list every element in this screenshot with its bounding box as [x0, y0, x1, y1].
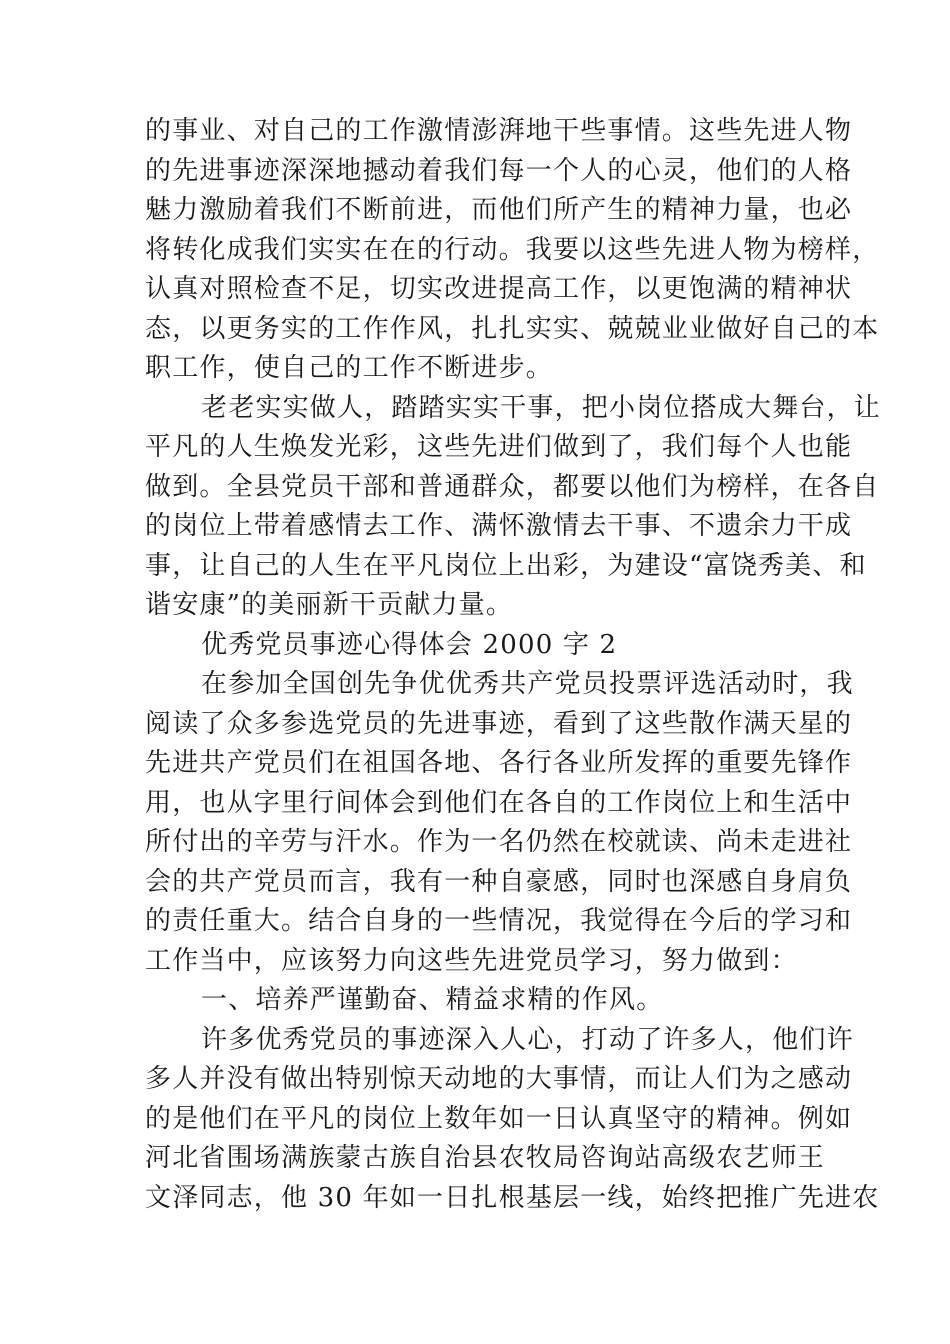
text-line: 许多优秀党员的事迹深入人心，打动了许多人，他们许 [201, 1024, 854, 1055]
text-line: 先进共产党员们在祖国各地、各行各业所发挥的重要先锋作 [145, 748, 853, 778]
text-line: 的责任重大。结合自身的一些情况，我觉得在今后的学习和 [145, 906, 853, 936]
text-line: 工作当中，应该努力向这些先进党员学习，努力做到： [145, 945, 798, 976]
document-body [145, 112, 882, 1218]
text-line: 的是他们在平凡的岗位上数年如一日认真坚守的精神。例如 [145, 1103, 853, 1134]
text-line: 文泽同志，他 30 年如一日扎根基层一线，始终把推广先进农 [145, 1182, 880, 1213]
text-line: 河北省围场满族蒙古族自治县农牧局咨询站高级农艺师王 [145, 1143, 826, 1173]
text-line: 态，以更务实的工作作风，扎扎实实、兢兢业业做好自己的本 [145, 313, 880, 344]
text-line: 事，让自己的人生在平凡岗位上出彩，为建设“富饶秀美、和 [145, 550, 867, 581]
text-line: 认真对照检查不足，切实改进提高工作，以更饱满的精神状 [145, 274, 853, 304]
text-line: 的先进事迹深深地撼动着我们每一个人的心灵，他们的人格 [145, 155, 853, 186]
text-line: 在参加全国创先争优优秀共产党员投票评选活动时，我 [201, 669, 854, 699]
text-line: 老老实实做人，踏踏实实干事，把小岗位搭成大舞台，让 [201, 392, 882, 423]
text-line: 多人并没有做出特别惊天动地的大事情，而让人们为之感动 [145, 1064, 853, 1094]
text-line: 优秀党员事迹心得体会 2000 字 2 [201, 629, 618, 660]
text-line: 用，也从字里行间体会到他们在各自的工作岗位上和生活中 [145, 787, 853, 818]
text-line: 的事业、对自己的工作激情澎湃地干些事情。这些先进人物 [145, 116, 853, 146]
text-line: 的岗位上带着感情去工作、满怀激情去干事、不遗余力干成 [145, 511, 853, 541]
text-line: 做到。全县党员干部和普通群众，都要以他们为榜样，在各自 [145, 471, 880, 502]
text-line: 一、培养严谨勤奋、精益求精的作风。 [201, 985, 664, 1015]
text-line: 平凡的人生焕发光彩，这些先进们做到了，我们每个人也能 [145, 432, 853, 462]
text-line: 会的共产党员而言，我有一种自豪感，同时也深感自身肩负 [145, 866, 853, 897]
text-line: 将转化成我们实实在在的行动。我要以这些先进人物为榜样， [145, 234, 880, 265]
text-line: 所付出的辛劳与汗水。作为一名仍然在校就读、尚未走进社 [145, 827, 853, 857]
text-line: 魅力激励着我们不断前进，而他们所产生的精神力量，也必 [145, 195, 853, 225]
text-line: 谐安康”的美丽新干贡献力量。 [145, 590, 514, 620]
text-line: 阅读了众多参选党员的先进事迹，看到了这些散作满天星的 [145, 708, 853, 739]
text-line: 职工作，使自己的工作不断进步。 [145, 353, 554, 383]
